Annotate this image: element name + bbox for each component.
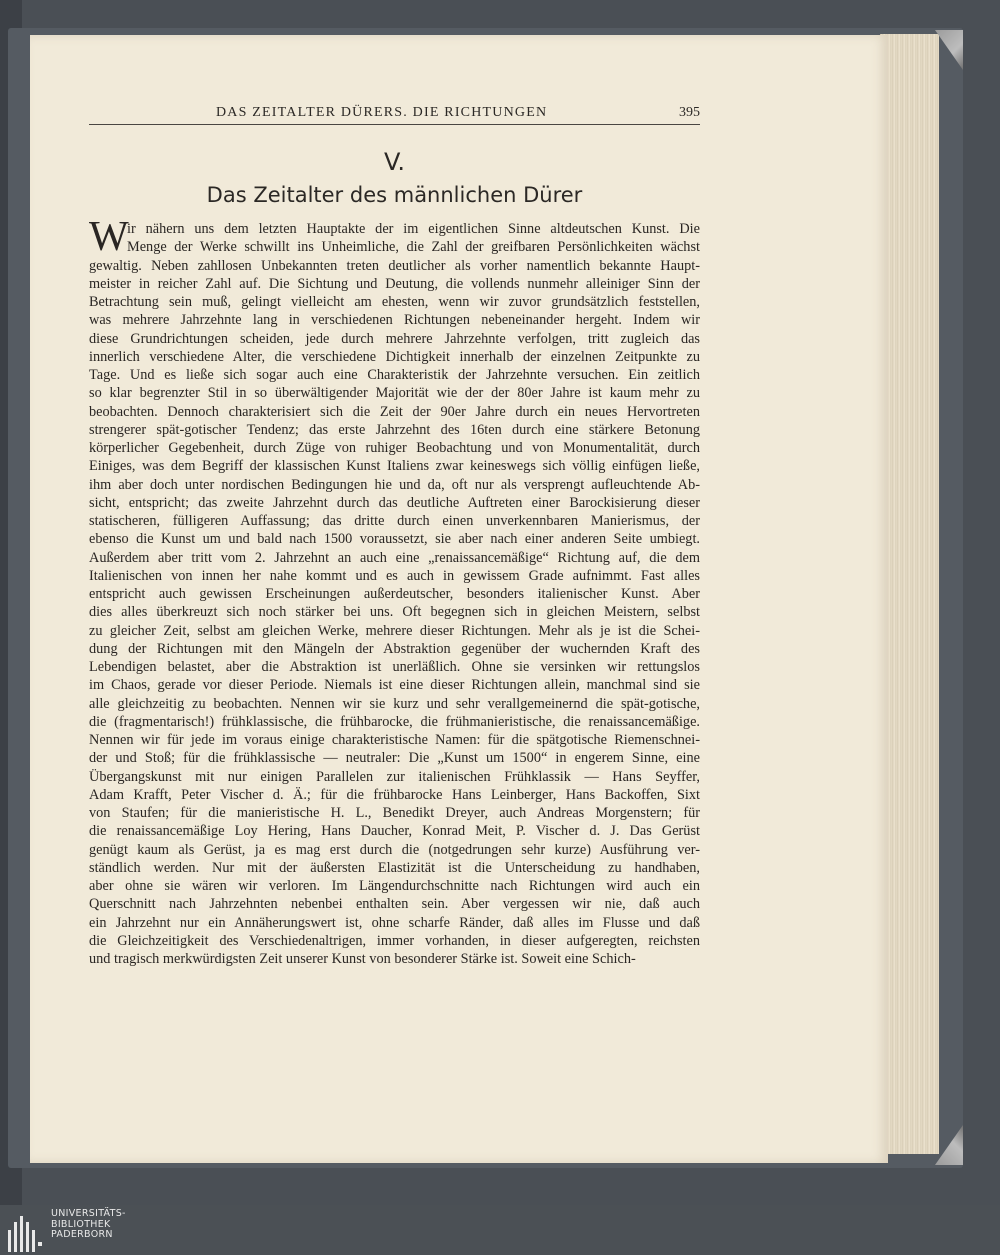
text-line: strengerer spät-gotischer Tendenz; das erste Jahrzehnt des 16ten durch eine stärkere Betonung [89, 421, 700, 438]
library-name [51, 1209, 126, 1241]
text-line: Außerdem aber tritt vom 2. Jahrzehnt an auch eine „renaissancemäßige“ Richtung auf, die dem [89, 549, 700, 566]
text-line: dies alles überkreuzt sich noch stärker bei uns. Oft begegnen sich in gleichen Meistern, selbst [89, 604, 700, 621]
text-line: beobachten. Dennoch charakterisiert sich die Zeit der 90er Jahre durch ein neues Hervortreten [89, 403, 700, 420]
text-line: innerlich verschiedene Alter, die verschiedene Dichtigkeit innerhalb der einzelnen Zeitpunkte zu [89, 348, 700, 365]
text-line: was mehrere Jahrzehnte lang in verschiedenen Richtungen nebeneinander hergeht. Indem wir [89, 312, 700, 329]
library-footer-bar [0, 1205, 1000, 1255]
text-line: Lebendigen belastet, aber die Abstraktion ist unerläßlich. Ohne sie versinken wir rettungslos [89, 659, 700, 675]
text-line: statischeren, fülligeren Auffassung; das dritte durch einen unverkennbaren Manierismus, der [89, 513, 700, 529]
text-line: die renaissancemäßige Loy Hering, Hans Daucher, Konrad Meit, P. Vischer d. J. Das Gerüst [89, 823, 700, 840]
text-line: von Staufen; für die manieristische H. L., Benedikt Dreyer, auch Andreas Morgenstern; für [89, 805, 700, 821]
text-line: sicht, entspricht; das zweite Jahrzehnt durch das deutliche Auftreten einer Barockisierung dieser [89, 494, 700, 511]
text-line: diese Grundrichtungen scheiden, jede durch mehrere Jahrzehnte verfolgen, tritt zugleich das [89, 330, 700, 347]
text-line: die Gleichzeitigkeit des Verschiedenaltrigen, immer vorhanden, in dieser aufgeregten, reichsten [89, 932, 700, 949]
text-line: Italienischen von innen her nahe kommt und es auch in gewissem Grade aufnimmt. Fast alles [89, 567, 700, 584]
text-line: ir nähern uns dem letzten Hauptakte der im eigentlichen Sinne altdeutschen Kunst. Die [127, 221, 700, 237]
running-head [89, 104, 700, 125]
library-name-line-3: PADERBORN [51, 1229, 113, 1240]
text-line: so klar begrenzter Stil in so überwältigender Majorität wie der der 80er Jahre ist kaum mehr zu [89, 385, 700, 402]
library-logo-icon [6, 1208, 44, 1252]
library-name-line-2: BIBLIOTHEK [51, 1218, 111, 1230]
text-line: gewaltig. Neben zahllosen Unbekannten treten deutlicher als vorher namentlich bekannte Haupt- [89, 257, 700, 274]
drop-cap: W [89, 214, 129, 260]
text-line: der und Stoß; für die frühklassische — neutraler: Die „Kunst um 1500“ in engerem Sinne, eine [89, 750, 700, 767]
text-line: Tage. Und es ließe sich sogar auch eine Charakteristik der Jahrzehnte versuchen. Ein zeitlich [89, 367, 700, 383]
text-line: die (fragmentarisch!) frühklassische, die frühbarocke, die frühmanieristische, die renaissancemäßige. [89, 713, 700, 730]
text-line: ebenso die Kunst um und bald nach 1500 voraussetzt, sie aber nach einer anderen Seite umbiegt. [89, 531, 700, 548]
library-name-line-1: UNIVERSITÄTS- [51, 1208, 126, 1219]
text-line: meister in reicher Zahl auf. Die Sichtung und Deutung, die vollends nunmehr alleiniger Sinn der [89, 275, 700, 292]
chapter-number: V. [384, 148, 405, 176]
text-line: genügt kaum als Gerüst, ja es mag erst durch die (notgedrungen sehr kurze) Ausführung ver- [89, 841, 700, 858]
text-line: Querschnitt nach Jahrzehnten nebenbei enthalten sein. Aber vergessen wir nie, daß auch [89, 896, 700, 913]
text-line: alle gleichzeitig zu beobachten. Nennen wir sie kurz und sehr verallgemeinernd die spät-gotische, [89, 695, 700, 712]
text-line: Nennen wir für jede im voraus einige charakteristische Namen: für die spätgotische Riemenschnei- [89, 732, 700, 748]
text-line: entspricht auch gewissen Erscheinungen außerdeutscher, besonders italienischer Kunst. Aber [89, 586, 700, 602]
page-block-edges [880, 34, 939, 1154]
chapter-title: Das Zeitalter des männlichen Dürer [206, 183, 583, 207]
text-line: aber ohne sie wären wir verloren. Im Längendurchschnitte nach Richtungen wird auch ein [89, 878, 700, 894]
text-line: im Chaos, gerade vor dieser Periode. Niemals ist eine dieser Richtungen allein, manchmal sind sie [89, 677, 700, 694]
text-line: körperlicher Gegebenheit, durch Züge von ruhiger Beobachtung und von Monumentalität, durch [89, 440, 700, 456]
text-line: und tragisch merkwürdigsten Zeit unserer Kunst von besonderer Stärke ist. Soweit eine Schich- [89, 951, 636, 967]
body-text [89, 220, 700, 968]
text-line: ständlich werden. Nur mit der äußersten Elastizität ist die Unterscheidung zu handhaben, [89, 859, 700, 876]
text-line: ihm aber doch unter nordischen Bedingungen hie und da, oft nur als versprengt aufleuchtende Ab- [89, 476, 700, 493]
text-line: Übergangskunst mit nur einigen Parallelen zur italienischen Frühklassik — Hans Seyffer, [89, 768, 700, 785]
page-number: 395 [679, 105, 700, 120]
text-line: zu gleicher Zeit, selbst am gleichen Werke, mehrere dieser Richtungen. Mehr als je ist die Schei- [89, 622, 700, 639]
text-line: Adam Krafft, Peter Vischer d. Ä.; für die frühbarocke Hans Leinberger, Hans Backoffen, Sixt [89, 786, 700, 803]
text-line: dung der Richtungen mit den Mängeln der Abstraktion gegenüber der wuchernden Kraft des [89, 640, 700, 657]
text-line: Betrachtung sein muß, gelingt vielleicht am ehesten, wenn wir zuvor grundsätzlich feststellen, [89, 294, 700, 310]
text-line: Einiges, was dem Begriff der klassischen Kunst Italiens zwar keineswegs sich völlig einfügen ließe, [89, 458, 700, 475]
text-line: Menge der Werke schwillt ins Unheimliche, die Zahl der greifbaren Persönlichkeiten wächst [127, 239, 700, 256]
text-line: ein Jahrzehnt nur ein Annäherungswert ist, ohne scharfe Ränder, daß alles im Flusse und daß [89, 914, 700, 931]
running-head-title: DAS ZEITALTER DÜRERS. DIE RICHTUNGEN [216, 105, 548, 120]
